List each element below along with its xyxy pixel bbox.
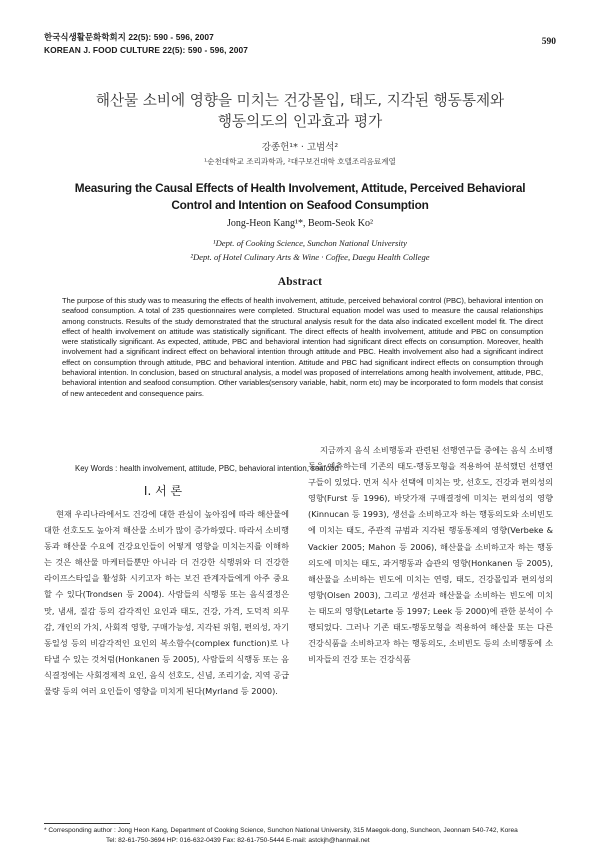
korean-title xyxy=(0,90,600,132)
left-column xyxy=(44,506,289,699)
footnote-divider xyxy=(44,823,130,824)
section-title: I. 서 론 xyxy=(143,484,183,498)
korean-authors: 강종헌¹* · 고범석² xyxy=(261,142,339,153)
english-affiliation-1: ¹Dept. of Cooking Science, Sunchon National University xyxy=(213,238,407,248)
korean-title-line-1: 해산물 소비에 영향을 미치는 건강몰입, 태도, 지각된 행동통제와 xyxy=(95,92,505,109)
right-column xyxy=(308,442,553,667)
abstract-heading: Abstract xyxy=(277,276,323,288)
abstract-text: The purpose of this study was to measuring the effects of health involvement, attitude, perceived behavioral control (PBC), behavioral intention on seafood consumption. A total of 235 questionnaires were completed. Structural equation model was used to measure the causal relationships among constructs. Results of the study demonstrated that the structural analysis result for the data also indicated excellent model fit. The direct effect of health involvement on attitude was statistically significant. The direct effects of health involvement, attitude and PBC on consumption were statistically significant. As expected, attitude, PBC and behavioral intention had significant direct effects on consumption. Moreover, health involvement had a significant indirect effect on behavioral intention through attitude and PBC. Health involvement also had a significant indirect effect on consumption through attitude, PBC and behavioral intention. Attitude and PBC had significant indirect effects on consumption through behavioral intention. In conclusion, based on structural analysis, a model was proposed of interrelations among health involvement, attitude, PBC, behavioral intention and seafood consumption. Other variables(sensory variable, habit, norm etc) may be incorporated to form models that consist of new antecedent and consequence pairs. xyxy=(62,296,543,398)
korean-affiliations: ¹순천대학교 조리과학과, ²대구보건대학 호텔조리음료계열 xyxy=(204,157,396,166)
journal-header-en: KOREAN J. FOOD CULTURE 22(5): 590 - 596, 2007 xyxy=(44,45,249,55)
left-paragraph: 현재 우리나라에서도 건강에 대한 관심이 높아짐에 따라 해산물에 대한 선호도도 높아져 해산물 소비가 많이 증가하였다. 따라서 소비행동과 해산물 수요에 건강요인들이 어떻게 영향을 미치는지를 이해하는 것은 해산물 마케터들뿐만 아니라 더 건강한 식행위와 더 건강한 라이프스타일을 활성화 시키고자 하는 보건 관계자들에게 아주 중요할 수 있다(Trondsen 등 2004). 사람들의 식행동 또는 음식결정은 맛, 냄새, 질감 등의 감각적인 요인과 태도, 건강, 가격, 도덕적 의무감, 개인의 가치, 사회적 영향, 구매가능성, 지각된 위험, 편의성, 자기 동일성 등의 비감각적인 요인의 복소함수(complex function)로 나타낼 수 있는 것처럼(Honkanen 등 2005), 사람들의 식행동 또는 음식결정에는 사회경제적 요인, 음식 선호도, 신념, 조리기술, 지역 공급물량 등의 여러 요인들이 영향을 미치게 된다(Myrland 등 2000). xyxy=(44,509,289,697)
page-number: 590 xyxy=(541,37,556,47)
korean-title-line-2: 행동의도의 인과효과 평가 xyxy=(217,113,383,130)
journal-header-ko: 한국식생활문화학회지 22(5): 590 - 596, 2007 xyxy=(44,32,214,42)
english-affiliations xyxy=(160,236,460,264)
english-title-line-1: Measuring the Causal Effects of Health Involvement, Attitude, Perceived Behavioral xyxy=(74,181,526,195)
footnote xyxy=(44,826,564,846)
keywords: Key Words : health involvement, attitude, PBC, behavioral intention, seafood xyxy=(75,464,339,473)
right-paragraph: 지금까지 음식 소비행동과 관련된 선행연구들 중에는 음식 소비행동을 예측하는데 기존의 태도-행동모형을 적용하여 분석했던 선행연구들이 있었다. 먼저 식사 선택에 미치는 맛, 선호도, 건강과 편의성의 영향(Furst 등 1996), 바닷가재 구매결정에 미치는 편의성의 영향(Kinnucan 등 1993), 생선을 소비하고자 하는 행동의도와 소비빈도에 미치는 태도, 주관적 규범과 지각된 행동통제의 영향(Verbeke & Vackier 2005; Mahon 등 2006), 해산물을 소비하고자 하는 행동의도에 미치는 태도, 과거행동과 습관의 영향(Honkanen 등 2005), 해산물을 소비하는 빈도에 미치는 연령, 태도, 건강몰입과 편의성의 영향(Olsen 2003), 그리고 생선과 해산물을 소비하는 빈도에 미치는 태도의 영향(Letarte 등 1997; Leek 등 2000)에 관한 분석이 수행되었다. 그러나 기존 태도-행동모형을 적용하여 해산물 또는 다른 건강식품을 소비하고자 하는 행동의도, 소비빈도 등의 소비행동에 소비자들의 건강 또는 건강식품 xyxy=(308,445,553,665)
footnote-author: * Corresponding author : Jong Heon Kang, Department of Cooking Science, Sunchon National University, 315 Maegok-dong, Suncheon, Jeonnam 540-742, Korea xyxy=(44,827,518,834)
footnote-contact: Tel: 82-61-750-3694 HP: 016-632-0439 Fax: 82-61-750-5444 E-mail: astckjh@hanmail.net xyxy=(106,837,370,844)
english-affiliation-2: ²Dept. of Hotel Culinary Arts & Wine · Coffee, Daegu Health College xyxy=(190,252,430,262)
journal-header xyxy=(44,31,248,57)
english-title-line-2: Control and Intention on Seafood Consumption xyxy=(171,198,429,212)
english-authors: Jong-Heon Kang¹*, Beom-Seok Ko² xyxy=(227,218,373,229)
english-title xyxy=(0,180,600,214)
